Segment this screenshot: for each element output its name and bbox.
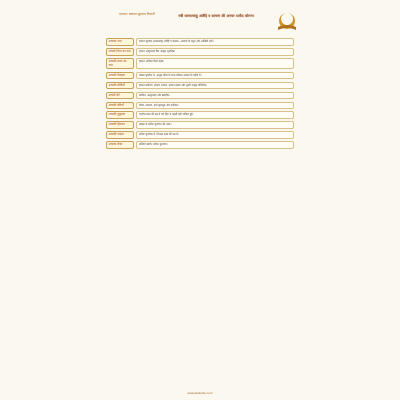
page-title: नबी सल्लल्लाहु अलैहि व सल्लम की अनवर यज़ीद कोमन्त xyxy=(178,14,254,18)
table-row xyxy=(106,58,294,69)
row-label: आपकी नुबुव्वत xyxy=(106,111,134,119)
row-label: आपकी बीवियाँ xyxy=(106,82,134,90)
row-text: मक्का मुकर्रमा में, आमुल फ़ील के साल रबीउल अव्वल के महीने में। xyxy=(136,72,294,80)
row-label: आपके बेटे xyxy=(106,92,134,100)
row-label: आपके पिता का नाम xyxy=(106,48,134,56)
row-label: आपकी पैदाइश xyxy=(106,72,134,80)
row-label: आपकी बेटियाँ xyxy=(106,102,134,110)
table-row xyxy=(106,38,294,46)
row-text: चालीस साल की उम्र में ग़ारे हिरा में पहली वही नाज़िल हुई। xyxy=(136,111,294,119)
table-row xyxy=(106,102,294,110)
header-left-text: माध्यम: ख्वाजा मुहम्मद गिलानी xyxy=(119,12,155,16)
row-text: हज़रत अब्दुल्लाह बिन अब्दुल मुत्तलिब। xyxy=(136,48,294,56)
row-label: आपका नाम xyxy=(106,38,134,46)
row-text: ज़ैनब, रुक़य्या, उम्मे कुलसूम और फ़ातिमा। xyxy=(136,102,294,110)
row-label: आपका रौज़ा xyxy=(106,141,134,149)
table-row xyxy=(106,48,294,56)
table-row xyxy=(106,82,294,90)
row-label: आपकी वफ़ात xyxy=(106,131,134,139)
row-label: आपकी माता का नाम xyxy=(106,58,134,69)
table-row xyxy=(106,141,294,149)
footer-url: www.website.com xyxy=(187,391,213,395)
info-table xyxy=(106,38,294,151)
row-text: हज़रत ख़दीजा, हज़रत आइशा, हज़रत हफ़्सा और दूसरी उम्मुल मोमिनीन। xyxy=(136,82,294,90)
row-text: हज़रत आमिना बिन्त वहब। xyxy=(136,58,294,69)
row-text: क़ासिम, अब्दुल्लाह और इब्राहीम। xyxy=(136,92,294,100)
row-label: आपकी हिजरत xyxy=(106,121,134,129)
table-row xyxy=(106,92,294,100)
row-text: मस्जिदे नबवी, मदीना मुनव्वरा। xyxy=(136,141,294,149)
row-text: हज़रत मुहम्मद सल्लल्लाहु अलैहि व सल्लम, अल्लाह के रसूल और आख़िरी नबी। xyxy=(136,38,294,46)
row-text: मक्का से मदीना मुनव्वरा की तरफ़। xyxy=(136,121,294,129)
table-row xyxy=(106,121,294,129)
crescent-book-logo-icon xyxy=(272,10,302,32)
table-row xyxy=(106,131,294,139)
table-row xyxy=(106,111,294,119)
header xyxy=(6,4,394,36)
table-row xyxy=(106,72,294,80)
row-text: मदीना मुनव्वरा में, तिरसठ साल की उम्र में। xyxy=(136,131,294,139)
